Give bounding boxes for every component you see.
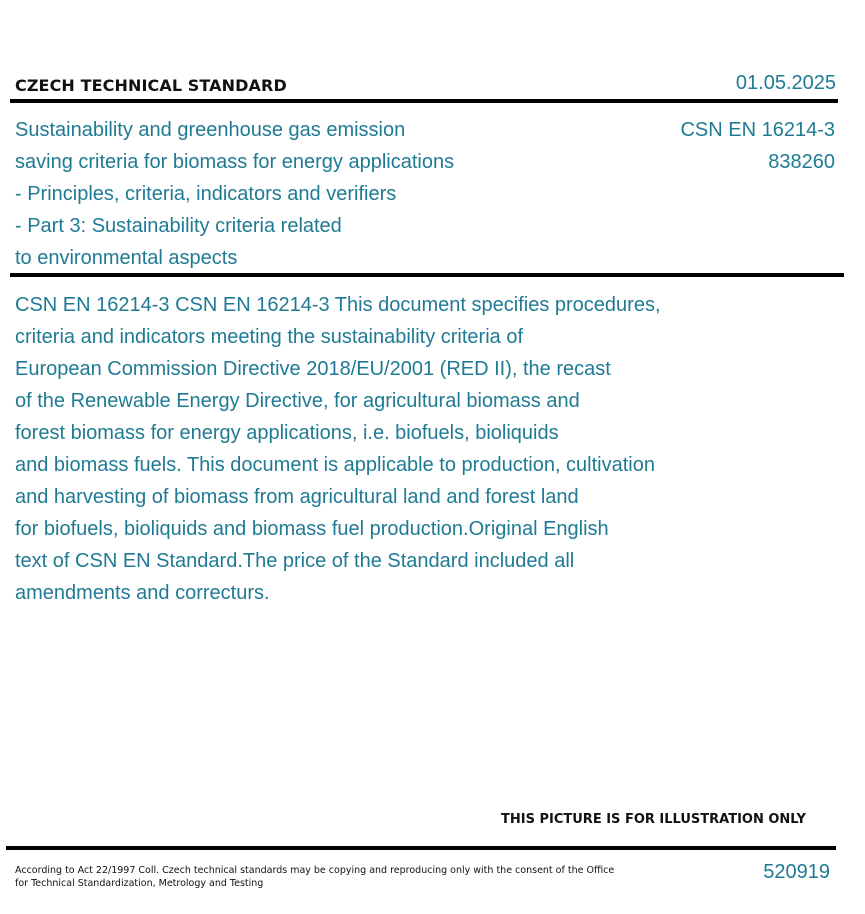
description-line: CSN EN 16214-3 CSN EN 16214-3 This document specifies procedures, bbox=[15, 294, 661, 316]
standard-title bbox=[15, 114, 535, 274]
description-line: European Commission Directive 2018/EU/2001 (RED II), the recast bbox=[15, 358, 611, 380]
document-number: 520919 bbox=[763, 861, 830, 883]
description-line: forest biomass for energy applications, i.e. biofuels, bioliquids bbox=[15, 422, 559, 444]
footer-divider bbox=[6, 846, 836, 850]
title-divider bbox=[10, 273, 844, 277]
title-line: to environmental aspects bbox=[15, 247, 238, 269]
document-type-label: CZECH TECHNICAL STANDARD bbox=[15, 76, 287, 95]
copyright-notice bbox=[15, 864, 615, 890]
header-divider bbox=[10, 99, 838, 103]
standard-code: CSN EN 16214-3 bbox=[680, 119, 835, 141]
title-line: Sustainability and greenhouse gas emission bbox=[15, 119, 406, 141]
copyright-line: for Technical Standardization, Metrology and Testing bbox=[15, 878, 264, 889]
standard-description bbox=[15, 289, 775, 609]
publication-date: 01.05.2025 bbox=[735, 72, 836, 94]
description-line: text of CSN EN Standard.The price of the Standard included all bbox=[15, 550, 575, 572]
title-line: - Part 3: Sustainability criteria related bbox=[15, 215, 342, 237]
title-line: - Principles, criteria, indicators and verifiers bbox=[15, 183, 397, 205]
description-line: and biomass fuels. This document is applicable to production, cultivation bbox=[15, 454, 655, 476]
description-line: amendments and correcturs. bbox=[15, 582, 270, 604]
description-line: and harvesting of biomass from agricultural land and forest land bbox=[15, 486, 579, 508]
description-line: for biofuels, bioliquids and biomass fuel production.Original English bbox=[15, 518, 609, 540]
illustration-disclaimer: THIS PICTURE IS FOR ILLUSTRATION ONLY bbox=[501, 812, 806, 827]
description-line: of the Renewable Energy Directive, for agricultural biomass and bbox=[15, 390, 580, 412]
copyright-line: According to Act 22/1997 Coll. Czech technical standards may be copying and reproducing only with the consent of the Office bbox=[15, 865, 615, 876]
title-line: saving criteria for biomass for energy applications bbox=[15, 151, 455, 173]
description-line: criteria and indicators meeting the sustainability criteria of bbox=[15, 326, 524, 348]
catalog-number: 838260 bbox=[768, 151, 835, 173]
